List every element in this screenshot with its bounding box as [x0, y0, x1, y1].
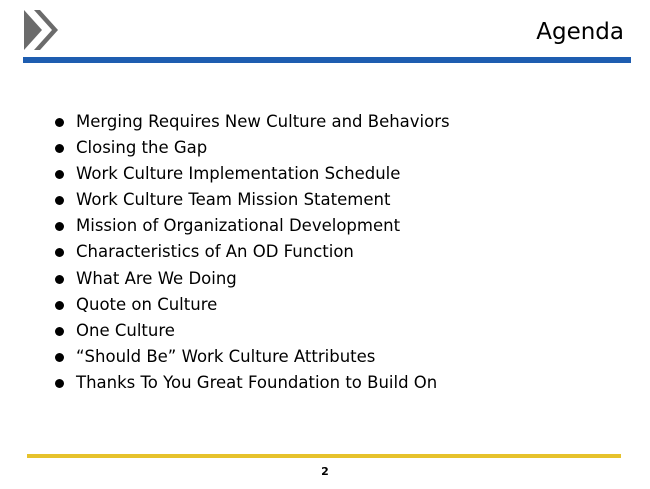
page-number: 2	[321, 465, 329, 478]
bullet-icon	[55, 144, 64, 153]
bullet-icon	[55, 275, 64, 284]
agenda-item-label: Thanks To You Great Foundation to Build On	[76, 372, 438, 392]
agenda-item-label: Quote on Culture	[76, 294, 218, 314]
agenda-item	[52, 318, 450, 344]
agenda-item-label: Merging Requires New Culture and Behaviors	[76, 112, 450, 131]
slide-title: Agenda	[536, 19, 624, 45]
bullet-icon	[55, 353, 64, 362]
agenda-item	[52, 292, 450, 318]
header-divider	[23, 57, 631, 63]
agenda-item	[52, 187, 450, 213]
agenda-item	[52, 344, 450, 370]
bullet-icon	[55, 222, 64, 231]
bullet-icon	[55, 301, 64, 310]
bullet-icon	[55, 170, 64, 179]
bullet-icon	[55, 248, 64, 257]
agenda-item	[52, 239, 450, 265]
agenda-item-label: Mission of Organizational Development	[76, 216, 401, 236]
footer-divider	[27, 454, 621, 458]
agenda-item-label: One Culture	[76, 320, 175, 340]
agenda-item	[52, 109, 450, 135]
agenda-item-label: Work Culture Implementation Schedule	[76, 164, 401, 184]
agenda-item-label: Closing the Gap	[76, 138, 208, 158]
agenda-item-label: What Are We Doing	[76, 268, 237, 288]
agenda-item	[52, 135, 450, 161]
bullet-icon	[55, 379, 64, 388]
agenda-item-label: “Should Be” Work Culture Attributes	[76, 346, 376, 366]
bullet-icon	[55, 118, 64, 127]
double-chevron-right-icon	[24, 10, 68, 50]
bullet-icon	[55, 196, 64, 205]
agenda-list	[52, 109, 450, 396]
agenda-item	[52, 266, 450, 292]
agenda-item-label: Characteristics of An OD Function	[76, 242, 354, 262]
agenda-item	[52, 161, 450, 187]
agenda-item	[52, 370, 450, 396]
agenda-item-label: Work Culture Team Mission Statement	[76, 190, 391, 210]
bullet-icon	[55, 327, 64, 336]
agenda-item	[52, 213, 450, 239]
